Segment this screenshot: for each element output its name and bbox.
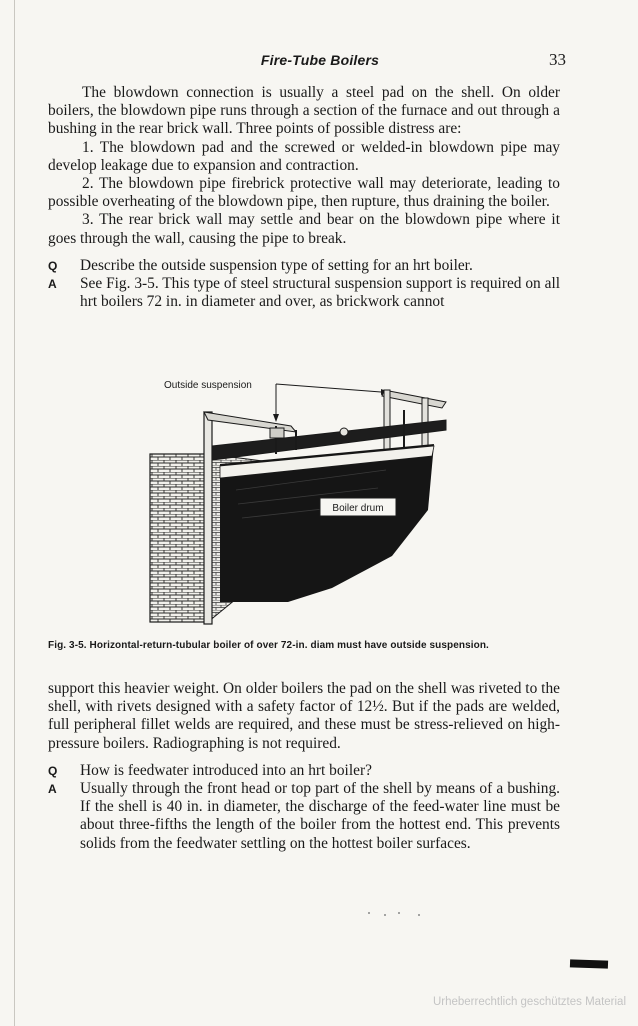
boiler-illustration <box>146 370 466 632</box>
scan-speck <box>384 914 386 916</box>
answer-1-continuation: support this heavier weight. On older boilers the pad on the shell was riveted to the shell, with rivets designed with a safety factor of 12½. But if the pads are welded, full peripheral fillet welds are required, and these must be stress-relieved on high-pressure boilers. Radiographing is not required. <box>48 680 560 752</box>
question-2 <box>48 762 560 780</box>
scan-speck <box>398 912 400 914</box>
label-boiler-drum: Boiler drum <box>332 503 384 514</box>
question-1-text: Describe the outside suspension type of setting for an hrt boiler. <box>80 256 473 274</box>
scan-speck <box>418 914 420 916</box>
answer-1 <box>48 275 560 311</box>
question-marker: Q <box>48 763 58 778</box>
front-brick-wall <box>150 454 208 622</box>
figure-caption: Fig. 3-5. Horizontal-return-tubular boiler of over 72-in. diam must have outside suspension. <box>48 640 489 651</box>
label-outside-suspension: Outside suspension <box>164 380 252 391</box>
list-item-3: 3. The rear brick wall may settle and bear on the blowdown pipe where it goes through the wall, causing the pipe to break. <box>48 211 560 247</box>
figure-boiler-suspension <box>146 370 466 632</box>
list-item-1: 1. The blowdown pad and the screwed or welded-in blowdown pipe may develop leakage due to expansion and contraction. <box>48 138 560 174</box>
body-text-top <box>48 84 560 311</box>
hanger-lug <box>270 428 284 438</box>
answer-marker: A <box>48 277 57 292</box>
copyright-watermark: Urheberrechtlich geschütztes Material <box>432 996 626 1008</box>
answer-2 <box>48 780 560 853</box>
ink-mark <box>570 959 608 968</box>
page-number: 33 <box>549 50 566 69</box>
page-edge-line <box>14 0 15 1026</box>
top-beam-right <box>382 390 446 408</box>
paragraph-blowdown-connection: The blowdown connection is usually a steel pad on the shell. On older boilers, the blowdown pipe runs through a section of the furnace and out through a bushing in the rear brick wall. Three points of possible distress are: <box>48 84 560 138</box>
spacer <box>48 753 560 762</box>
running-title: Fire-Tube Boilers <box>260 52 380 68</box>
question-marker: Q <box>48 258 58 273</box>
leader-line <box>276 384 381 392</box>
list-item-2: 2. The blowdown pipe firebrick protective wall may deteriorate, leading to possible overheating of the blowdown pipe, then rupture, thus draining the boiler. <box>48 175 560 211</box>
question-1 <box>48 257 560 275</box>
answer-2-text: Usually through the front head or top part of the shell by means of a bushing. If the shell is 40 in. in diameter, the discharge of the feed-water line must be about three-fifths the length of the boiler from the hottest end. This prevents solids from the feedwater settling on the hottest boiler surfaces. <box>80 780 560 852</box>
steel-column <box>204 412 212 624</box>
answer-marker: A <box>48 782 57 797</box>
spacer <box>48 248 560 257</box>
answer-1-text: See Fig. 3-5. This type of steel structural suspension support is required on all hrt boilers 72 in. in diameter and over, as brickwork cannot <box>80 275 560 311</box>
nozzle <box>340 428 348 436</box>
arrow-head-down <box>273 414 279 422</box>
body-text-bottom <box>48 680 560 853</box>
question-2-text: How is feedwater introduced into an hrt boiler? <box>80 761 372 779</box>
scan-speck <box>368 912 370 914</box>
